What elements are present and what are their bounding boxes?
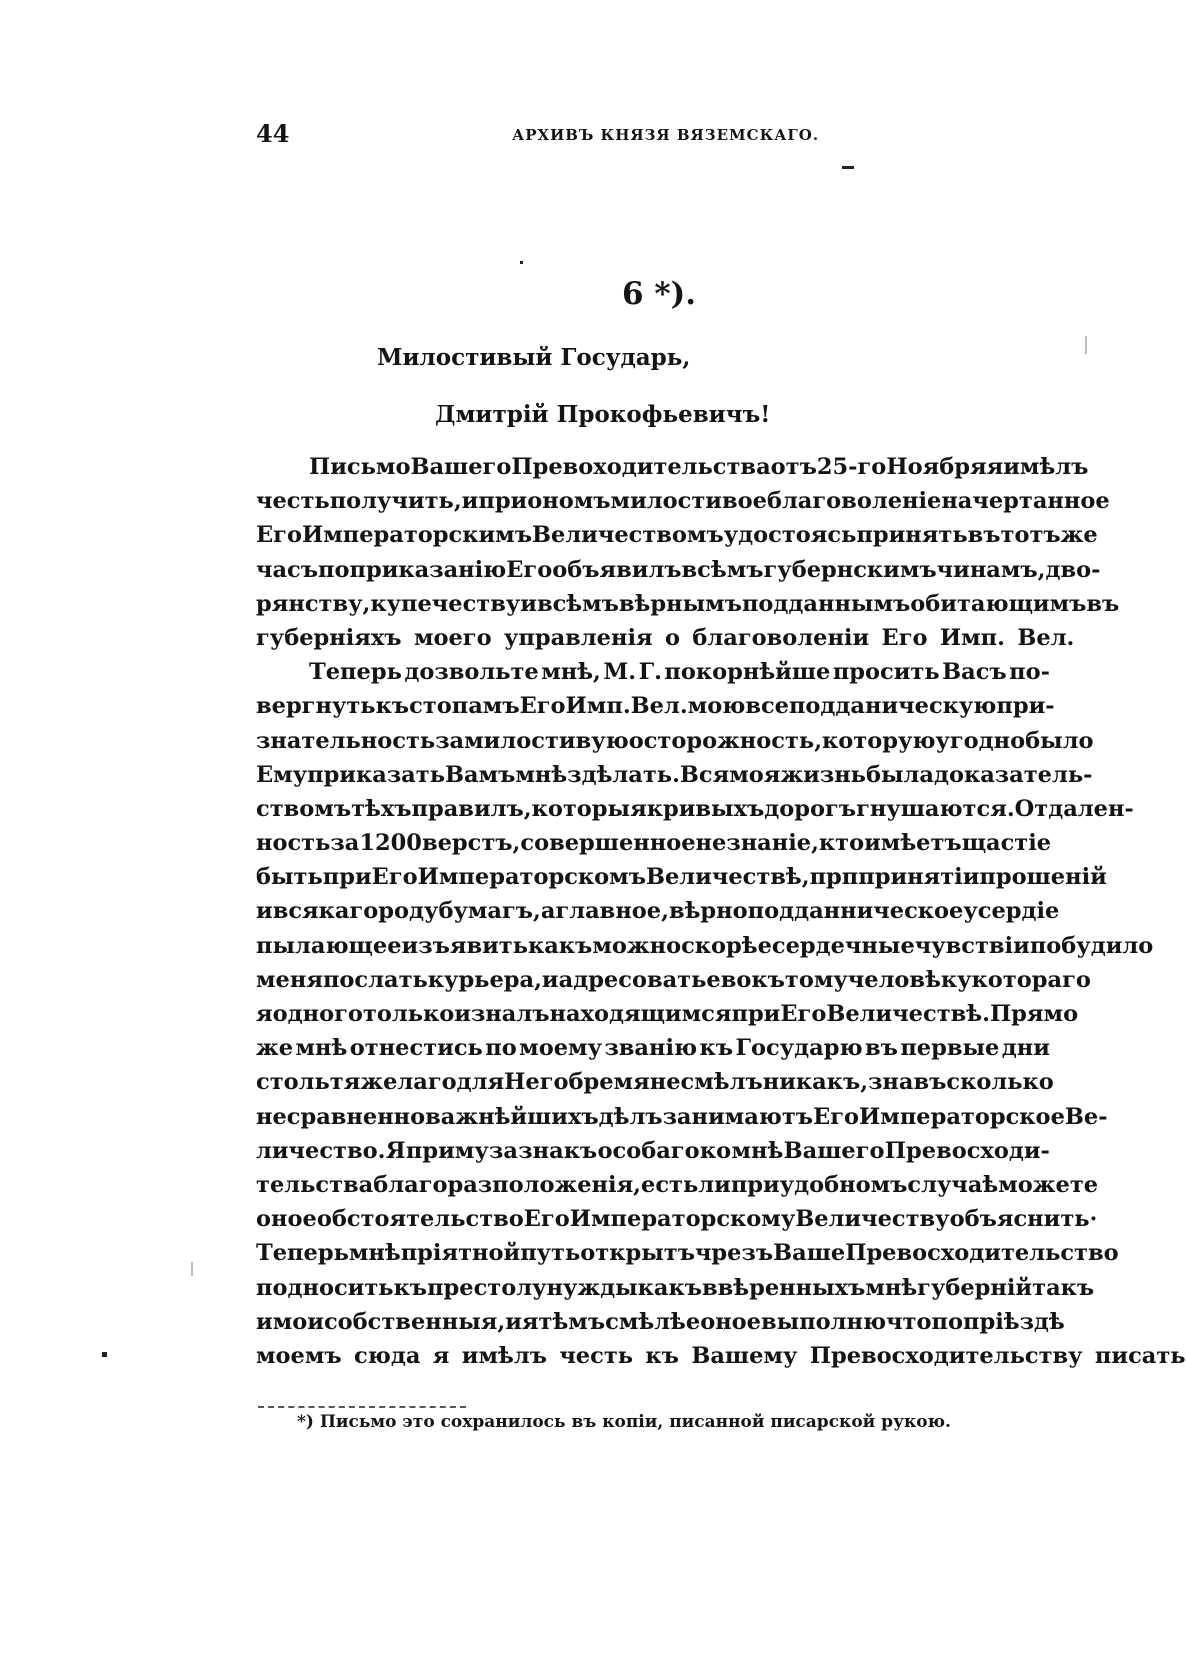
word: отнестись	[349, 1035, 483, 1062]
text-line	[256, 1065, 1054, 1099]
word: щастіе	[961, 830, 1052, 857]
word: къ	[375, 693, 410, 720]
word: кривыхъ	[646, 795, 765, 822]
word: Вашего	[410, 454, 512, 480]
word: оное	[700, 1308, 762, 1335]
word: незнаніе,	[695, 830, 819, 857]
word: путь	[520, 1240, 581, 1267]
word: зналъ	[470, 1001, 550, 1027]
word: занимаютъ	[662, 1103, 814, 1130]
word: было	[1025, 727, 1094, 754]
word: Его	[256, 522, 302, 549]
word: тяжелаго	[329, 1069, 457, 1096]
word: въ	[967, 522, 1001, 549]
print-speck	[191, 1262, 193, 1276]
text-line	[256, 724, 1094, 758]
word: пріѣздѣ	[963, 1308, 1065, 1335]
text-line	[256, 621, 1075, 655]
word: къ	[699, 1035, 734, 1062]
word: Превоходительства	[511, 454, 771, 480]
word: знакъ	[518, 1137, 598, 1164]
word: тѣхъ	[351, 795, 412, 822]
word: по	[318, 556, 350, 583]
word: губернскимъ	[763, 556, 937, 583]
word: Ваше	[773, 1240, 846, 1267]
word: Вашему	[691, 1342, 798, 1369]
text-line	[256, 655, 1050, 689]
word: приказанію	[349, 556, 507, 583]
text-line	[256, 997, 1079, 1031]
word: ево	[706, 966, 752, 993]
word: дни	[1001, 1035, 1050, 1062]
word: Вамъ	[444, 761, 516, 788]
word: курьера,	[427, 966, 542, 993]
text-line	[256, 963, 1091, 997]
word: 25-го	[816, 454, 887, 480]
word: Него	[504, 1069, 569, 1096]
word: губерніяхъ	[256, 624, 402, 651]
word: Его	[780, 1001, 827, 1027]
word: Вашего	[783, 1137, 885, 1164]
word: Величествѣ,	[645, 864, 810, 891]
text-line	[256, 1236, 1119, 1270]
text-line	[256, 826, 1050, 860]
word: тому	[784, 966, 848, 993]
letter-body	[256, 450, 1186, 1373]
word: и	[505, 1308, 522, 1335]
word: не	[649, 1069, 681, 1096]
word: за	[330, 830, 360, 857]
word: осторожность,	[628, 727, 823, 754]
word: я	[256, 1001, 273, 1027]
word: всѣмъ	[681, 556, 764, 583]
text-line	[256, 587, 1120, 621]
word: ономъ	[527, 488, 611, 515]
word: Теперь	[309, 659, 402, 686]
word: верстъ,	[421, 830, 521, 857]
word: объяснить·	[949, 1206, 1098, 1233]
word: роду	[378, 898, 439, 925]
letter-salutation: Милостивый Государь,	[377, 344, 691, 371]
word: при	[478, 488, 528, 515]
word: моемъ	[256, 1342, 342, 1369]
word: Императорскомъ	[417, 864, 646, 891]
word: оное	[256, 1206, 317, 1233]
word: имѣлъ	[1003, 454, 1089, 480]
word: стопамъ	[409, 693, 520, 720]
word: ко	[699, 1137, 732, 1164]
word: знавъ	[868, 1069, 947, 1096]
word: собственныя,	[323, 1308, 506, 1335]
word: какъ	[637, 1274, 703, 1301]
word: Его	[519, 693, 566, 720]
word: отъ	[770, 454, 817, 480]
word: Теперь	[256, 1240, 349, 1267]
word: человѣку	[847, 966, 972, 993]
word: я	[432, 1342, 450, 1369]
word: быть	[256, 864, 323, 891]
print-speck	[102, 1352, 107, 1357]
word: обстоятельство	[316, 1206, 524, 1233]
word: смѣлѣе	[605, 1308, 701, 1335]
word: сколько	[946, 1069, 1054, 1096]
print-speck	[842, 166, 854, 169]
word: вѣрноподданническое	[668, 898, 964, 925]
print-speck	[1085, 336, 1087, 354]
word: М.	[603, 659, 637, 686]
word: такъ	[1032, 1274, 1095, 1301]
word: при	[730, 1171, 780, 1198]
word: удостоясь	[723, 522, 857, 549]
word: никакъ,	[762, 1069, 869, 1096]
word: всякаго	[272, 898, 379, 925]
word: главное,	[555, 898, 669, 925]
word: чинамъ,	[936, 556, 1046, 583]
word: мнѣ	[515, 761, 568, 788]
word: я	[521, 1308, 539, 1335]
running-title: АРХИВЪ КНЯЗЯ ВЯЗЕМСКАГО.	[512, 126, 820, 144]
word: ность	[256, 830, 331, 857]
word: тѣмъ	[538, 1308, 606, 1335]
text-line	[256, 1339, 1186, 1373]
word: всеподданическую	[745, 693, 997, 720]
text-line	[256, 484, 1110, 518]
word: скорѣе	[681, 932, 772, 959]
word: при	[322, 864, 372, 891]
word: къ	[751, 966, 785, 993]
word: ввѣренныхъ	[702, 1274, 866, 1301]
word: въ	[864, 1035, 898, 1062]
text-line	[256, 860, 1107, 894]
word: какъ	[527, 932, 593, 959]
text-line	[256, 1168, 1099, 1202]
word: за	[489, 1137, 518, 1164]
word: честь	[559, 1342, 634, 1369]
word: адресовать	[558, 966, 707, 993]
word: милостивую	[464, 727, 629, 754]
word: дво-	[1045, 556, 1101, 583]
word: милостивое	[610, 488, 767, 515]
word: Г.	[638, 659, 662, 686]
text-line	[256, 1134, 1050, 1168]
word: просить	[832, 659, 940, 686]
word: нужды	[546, 1274, 638, 1301]
word: гнушаются.	[856, 795, 1015, 822]
word: вѣрнымъ	[618, 590, 742, 617]
word: принятіи	[858, 864, 980, 891]
word: Имп.	[939, 624, 1005, 651]
word: сердечные	[771, 932, 915, 959]
word: приказать	[307, 761, 445, 788]
word: пріятной	[400, 1240, 521, 1267]
word: Превосходительство	[845, 1240, 1119, 1267]
word: Вся	[679, 761, 730, 788]
word: Васъ	[942, 659, 1007, 686]
print-speck	[520, 261, 523, 264]
word: вергнуть	[256, 693, 376, 720]
word: дозвольте	[404, 659, 539, 686]
word: находящимся	[549, 1001, 732, 1027]
word: мнѣ	[295, 1035, 348, 1062]
word: послать	[322, 966, 428, 993]
word: и	[454, 1001, 471, 1027]
word: Его	[881, 624, 928, 651]
text-line	[256, 518, 1098, 552]
word: и	[541, 966, 559, 993]
word: Его	[371, 864, 418, 891]
word: Прямо	[989, 1001, 1079, 1027]
word: благоволеніе	[766, 488, 942, 515]
word: къ	[645, 1342, 679, 1369]
word: Отдален-	[1014, 795, 1134, 822]
word: Письмо	[309, 454, 411, 480]
word: Превосходи-	[884, 1137, 1050, 1164]
word: рянству,	[256, 590, 371, 617]
text-line	[256, 929, 1154, 963]
word: открытъ	[580, 1240, 695, 1267]
word: Его	[523, 1206, 570, 1233]
word: Вел.	[1017, 624, 1075, 651]
word: Величествѣ.	[826, 1001, 990, 1027]
word: которыя	[531, 795, 647, 822]
word: особаго	[597, 1137, 700, 1164]
word: несравненно	[256, 1103, 426, 1130]
word: Ему	[256, 761, 308, 788]
word: моего	[413, 624, 492, 651]
word: же	[1060, 522, 1098, 549]
text-line	[256, 1202, 1098, 1236]
word: часъ	[256, 556, 319, 583]
word: честь	[256, 488, 330, 515]
page-number: 44	[256, 119, 290, 148]
word: а	[540, 898, 556, 925]
word: мою	[687, 693, 746, 720]
word: покорнѣйше	[664, 659, 831, 686]
word: купечеству	[370, 590, 521, 617]
text-line	[256, 758, 1093, 792]
word: губерній	[917, 1274, 1033, 1301]
word: Императорскимъ	[301, 522, 532, 549]
word: кто	[818, 830, 865, 857]
word: котораго	[971, 966, 1091, 993]
word: къ	[393, 1274, 428, 1301]
word: Его	[506, 556, 553, 583]
word: усердіе	[963, 898, 1060, 925]
word: и	[461, 488, 479, 515]
word: бумагъ,	[438, 898, 541, 925]
word: выполню	[761, 1308, 887, 1335]
word: по	[485, 1035, 517, 1062]
word: и	[256, 1308, 273, 1335]
word: о	[665, 624, 681, 651]
word: Его	[813, 1103, 860, 1130]
word: можно	[592, 932, 682, 959]
letter-addressee: Дмитрій Прокофьевичъ!	[435, 401, 771, 428]
word: обитающимъ	[910, 590, 1087, 617]
word: совершенное	[520, 830, 696, 857]
word: при-	[996, 693, 1055, 720]
word: мнѣ	[731, 1137, 784, 1164]
word: знательность	[256, 727, 436, 754]
footnote: *) Письмо это сохранилось въ копіи, писанной писарской рукою.	[297, 1412, 951, 1432]
word: правилъ,	[411, 795, 532, 822]
word: за	[435, 727, 465, 754]
word: чрезъ	[694, 1240, 774, 1267]
text-line	[256, 689, 1055, 723]
word: и	[256, 898, 273, 925]
word: жизнь	[780, 761, 866, 788]
word: же	[256, 1035, 294, 1062]
word: 1200	[359, 830, 422, 857]
word: можете	[998, 1171, 1099, 1198]
text-line	[256, 1100, 1108, 1134]
word: мнѣ,	[541, 659, 601, 686]
word: мои	[272, 1308, 324, 1335]
word: принять	[856, 522, 968, 549]
word: чувствіи	[914, 932, 1030, 959]
word: Государю	[735, 1035, 863, 1062]
footnote-divider	[258, 1406, 466, 1408]
word: при	[731, 1001, 781, 1027]
word: столь	[256, 1069, 330, 1096]
word: ствомъ	[256, 795, 352, 822]
word: званію	[604, 1035, 698, 1062]
word: Величеству	[795, 1206, 950, 1233]
word: всѣмъ	[536, 590, 619, 617]
word: угодно	[935, 727, 1026, 754]
word: первые	[900, 1035, 1000, 1062]
word: удобномъ	[779, 1171, 908, 1198]
word: въ	[1086, 590, 1120, 617]
word: Величествомъ	[531, 522, 724, 549]
text-line	[256, 894, 1060, 928]
word: благоразположенія,	[373, 1171, 642, 1198]
word: управленія	[503, 624, 653, 651]
word: начертанное	[941, 488, 1110, 515]
word: мнѣ	[865, 1274, 918, 1301]
word: моему	[519, 1035, 602, 1062]
text-line	[256, 792, 1134, 826]
word: одного	[272, 1001, 363, 1027]
word: по-	[1009, 659, 1050, 686]
word: моя	[729, 761, 781, 788]
text-line	[256, 1305, 1065, 1339]
word: меня	[256, 966, 323, 993]
word: дорогъ	[764, 795, 857, 822]
text-line	[256, 450, 1089, 484]
word: Ноября	[886, 454, 987, 480]
word: случаѣ	[907, 1171, 999, 1198]
word: личество.	[256, 1137, 386, 1164]
word: доказатель-	[933, 761, 1093, 788]
text-line	[256, 1031, 1050, 1065]
text-line	[256, 553, 1101, 587]
word: дѣлъ	[598, 1103, 663, 1130]
word: приму	[405, 1137, 489, 1164]
word: писать	[1094, 1342, 1186, 1369]
word: Превосходительству	[809, 1342, 1083, 1369]
word: что	[886, 1308, 932, 1335]
word: имѣлъ	[461, 1342, 547, 1369]
word: была	[865, 761, 934, 788]
word: здѣлать.	[567, 761, 680, 788]
word: Я	[385, 1137, 406, 1164]
word: имѣетъ	[864, 830, 962, 857]
word: важнѣйшихъ	[425, 1103, 599, 1130]
word: престолу	[427, 1274, 547, 1301]
word: смѣлъ	[680, 1069, 763, 1096]
word: Имп.	[565, 693, 631, 720]
word: прп	[809, 864, 859, 891]
word: Вел.	[630, 693, 688, 720]
word: естьли	[641, 1171, 731, 1198]
word: Императорское	[859, 1103, 1065, 1130]
word: прошеній	[979, 864, 1107, 891]
word: для	[456, 1069, 505, 1096]
word: сюда	[354, 1342, 421, 1369]
word: и	[520, 590, 537, 617]
word: побудило	[1029, 932, 1154, 959]
word: мнѣ	[348, 1240, 401, 1267]
word: тельства	[256, 1171, 374, 1198]
section-number: 6 *).	[622, 276, 697, 312]
word: только	[362, 1001, 455, 1027]
word: которую	[822, 727, 936, 754]
word: изъявить	[401, 932, 528, 959]
word: получить,	[329, 488, 462, 515]
word: благоволеніи	[692, 624, 870, 651]
word: тотъ	[1000, 522, 1061, 549]
word: Ве-	[1064, 1103, 1108, 1130]
word: подносить	[256, 1274, 394, 1301]
word: бремя	[568, 1069, 650, 1096]
word: объявилъ	[552, 556, 682, 583]
text-line	[256, 1271, 1095, 1305]
word: Императорскому	[569, 1206, 796, 1233]
word: подданнымъ	[741, 590, 911, 617]
word: я	[986, 454, 1004, 480]
word: по	[931, 1308, 963, 1335]
word: пылающее	[256, 932, 402, 959]
